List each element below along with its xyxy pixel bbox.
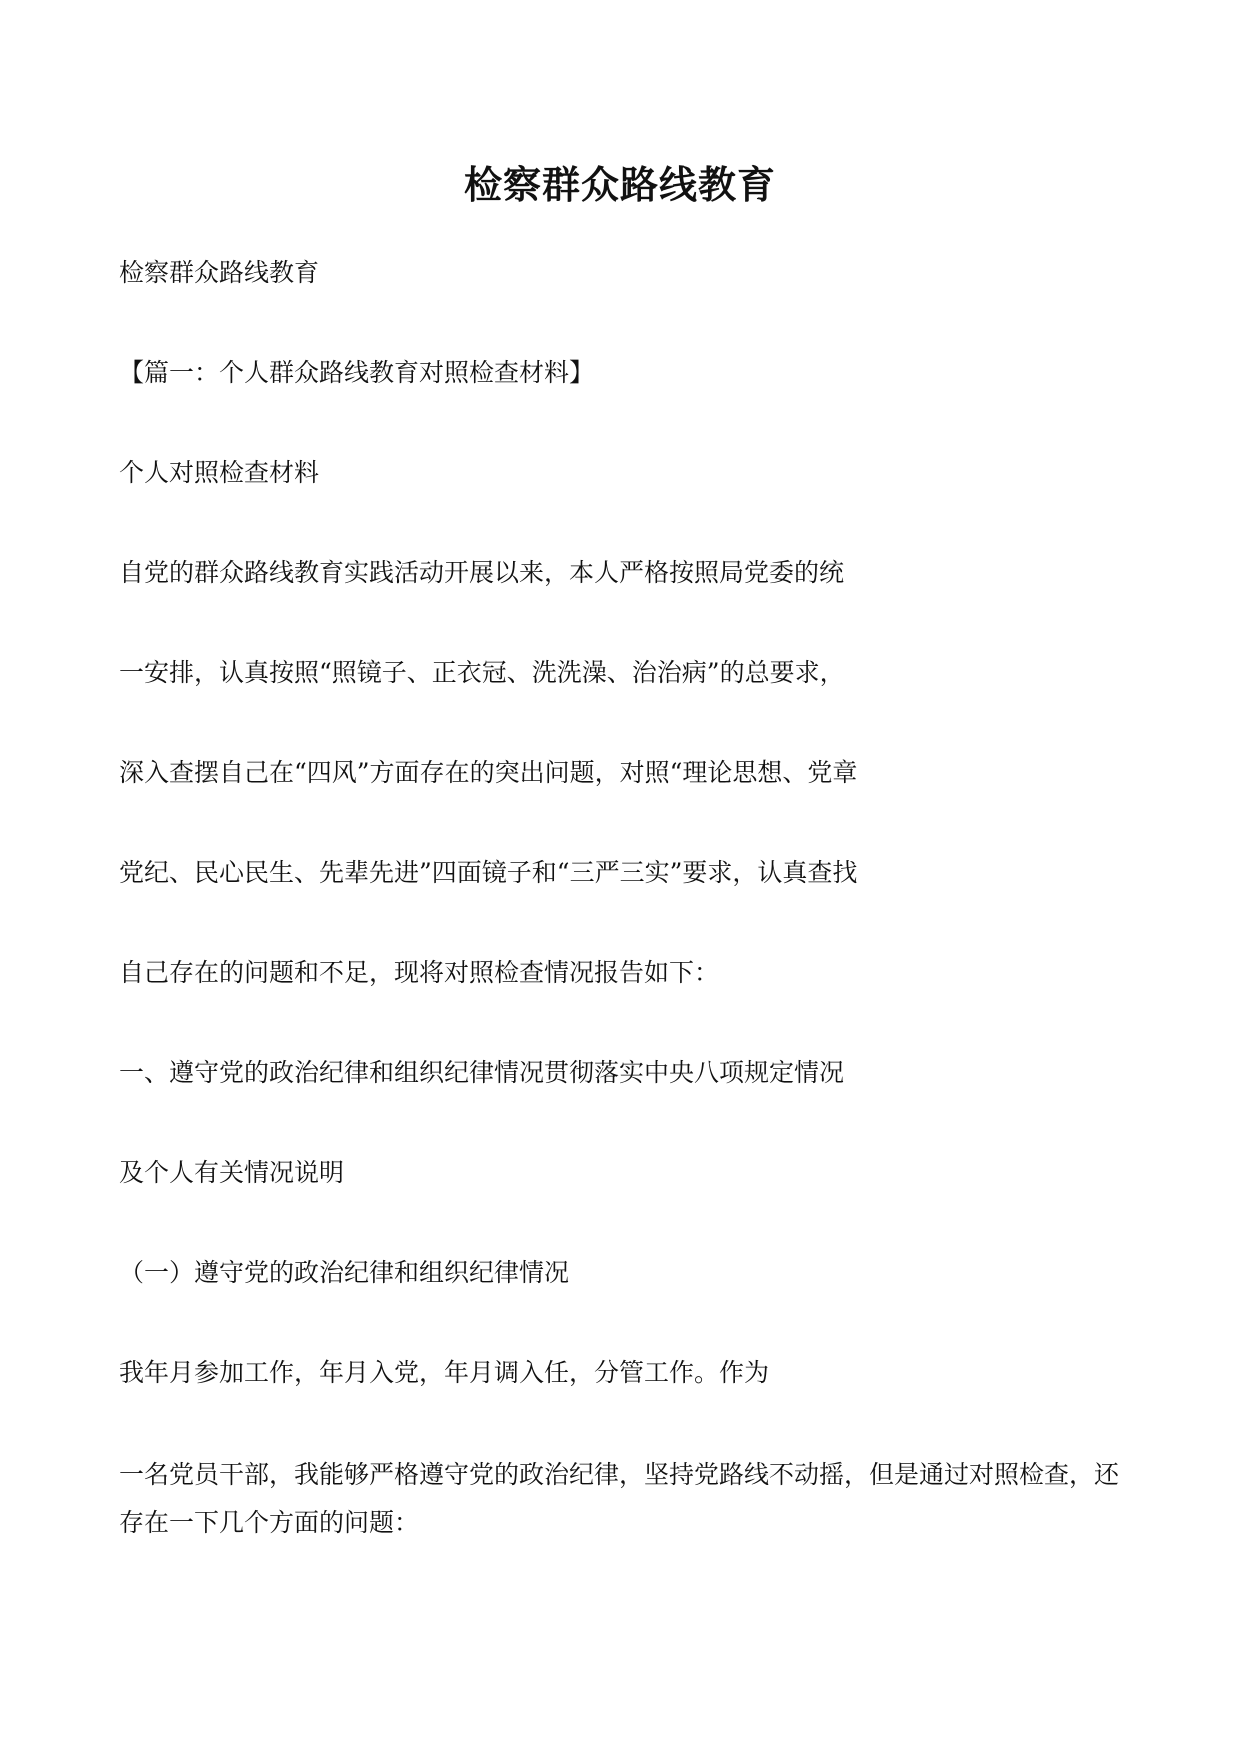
text-line: 个人对照检查材料 [119, 458, 320, 487]
text-line: 我年月参加工作，年月入党，年月调入任，分管工作。作为 [119, 1358, 770, 1387]
subsection-heading: （一）遵守党的政治纪律和组织纪律情况 [119, 1258, 570, 1287]
final-paragraph: 一名党员干部，我能够严格遵守党的政治纪律，坚持党路线不动摇，但是通过对照检查，还存在一下几个方面的问题： [119, 1460, 1120, 1537]
text-line: 自党的群众路线教育实践活动开展以来，本人严格按照局党委的统 [119, 558, 845, 587]
text-line: 一安排，认真按照“照镜子、正衣冠、洗洗澡、治治病”的总要求， [119, 658, 845, 687]
text-line: 及个人有关情况说明 [119, 1158, 345, 1187]
text-line: 党纪、民心民生、先辈先进”四面镜子和“三严三实”要求，认真查找 [119, 858, 858, 887]
section-heading: 【篇一：个人群众路线教育对照检查材料】 [119, 358, 595, 387]
text-line: 深入查摆自己在“四风”方面存在的突出问题，对照“理论思想、党章 [119, 758, 858, 787]
document-title: 检察群众路线教育 [463, 162, 776, 207]
subtitle-line: 检察群众路线教育 [119, 258, 320, 287]
text-line: 自己存在的问题和不足，现将对照检查情况报告如下： [119, 958, 720, 987]
text-line: 一、遵守党的政治纪律和组织纪律情况贯彻落实中央八项规定情况 [119, 1058, 845, 1087]
